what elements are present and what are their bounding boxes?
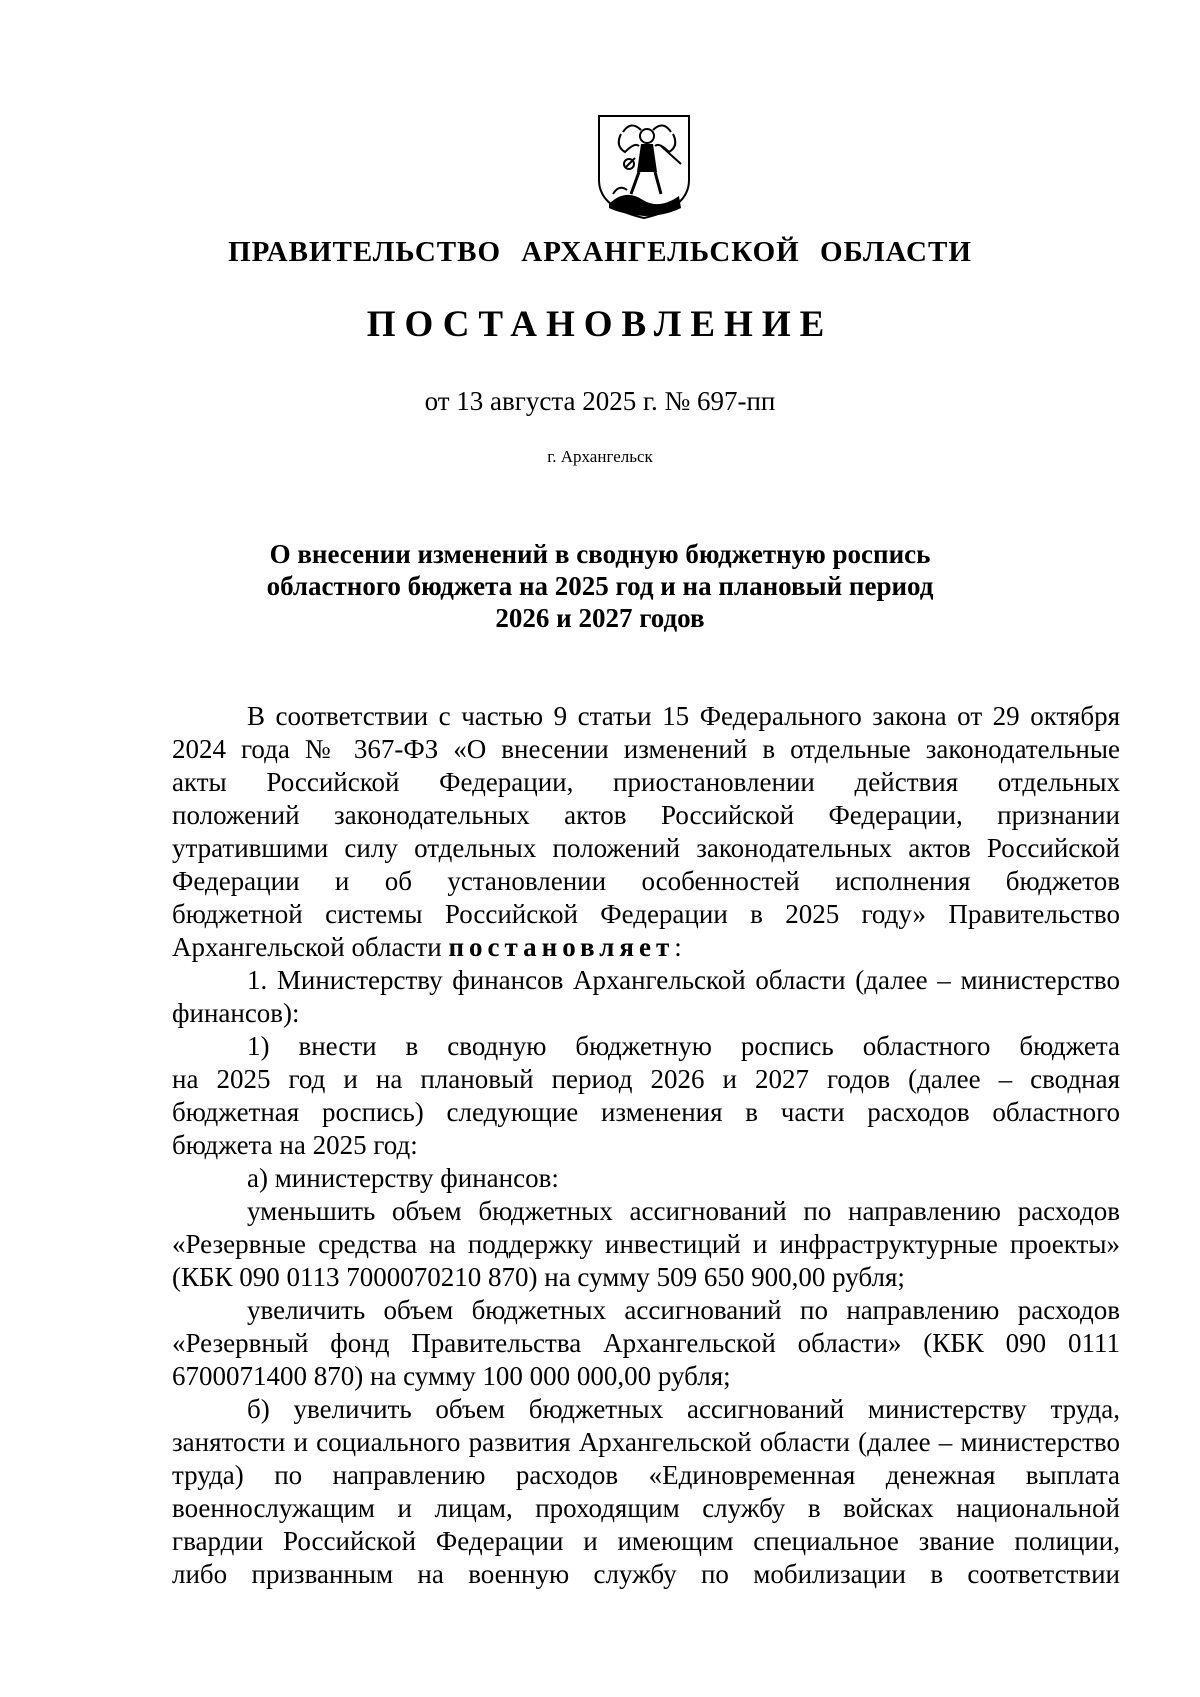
body-line: «Резервные средства на поддержку инвестиций и инфраструктурные проекты» <box>172 1229 1120 1259</box>
document-date-number: от 13 августа 2025 г. № 697-пп <box>424 386 776 416</box>
document-city: г. Архангельск <box>547 447 653 466</box>
body-line: В соответствии с частью 9 статьи 15 Федерального закона от 29 октября <box>247 701 1120 731</box>
title-line: О внесении изменений в сводную бюджетную роспись <box>269 539 931 569</box>
title-line: областного бюджета на 2025 год и на плановый период <box>266 571 934 601</box>
body-line: 2024 года № 367-ФЗ «О внесении изменений в отдельные законодательные <box>172 734 1120 764</box>
body-line: труда) по направлению расходов «Единовременная денежная выплата <box>172 1460 1120 1490</box>
body-line: акты Российской Федерации, приостановлении действия отдельных <box>172 767 1120 797</box>
body-line: положений законодательных актов Российской Федерации, признании <box>172 800 1120 830</box>
coat-of-arms-icon <box>595 112 693 222</box>
org-word: АРХАНГЕЛЬСКОЙ <box>521 236 800 268</box>
body-line: 6700071400 870) на сумму 100 000 000,00 рубля; <box>172 1361 731 1391</box>
body-line: «Резервный фонд Правительства Архангельской области» (КБК 090 0111 <box>172 1328 1120 1358</box>
body-line: а) министерству финансов: <box>247 1163 559 1193</box>
body-line: либо призванным на военную службу по мобилизации в соответствии <box>172 1559 1120 1589</box>
document-title <box>0 538 1200 634</box>
body-line: военнослужащим и лицам, проходящим службу в войсках национальной <box>172 1493 1120 1523</box>
body-line: 1) внести в сводную бюджетную роспись областного бюджета <box>247 1031 1120 1061</box>
body-line: бюджетная роспись) следующие изменения в части расходов областного <box>172 1097 1120 1127</box>
body-text: Архангельской области <box>172 932 442 962</box>
body-line: бюджета на 2025 год: <box>172 1130 418 1160</box>
body-line: (КБК 090 0113 7000070210 870) на сумму 509 650 900,00 рубля; <box>172 1262 905 1292</box>
document-type: ПОСТАНОВЛЕНИЕ <box>366 304 834 345</box>
body-line: увеличить объем бюджетных ассигнований по направлению расходов <box>247 1295 1120 1325</box>
body-line: утратившими силу отдельных положений законодательных актов Российской <box>172 833 1120 863</box>
body-line: на 2025 год и на плановый период 2026 и 2027 годов (далее – сводная <box>172 1064 1120 1094</box>
body-line: финансов): <box>172 998 300 1028</box>
body-line: Федерации и об установлении особенностей исполнения бюджетов <box>172 866 1120 896</box>
body-line: уменьшить объем бюджетных ассигнований по направлению расходов <box>247 1196 1120 1226</box>
resolves-word: постановляет <box>448 932 675 962</box>
body-line: гвардии Российской Федерации и имеющим специальное звание полиции, <box>172 1526 1120 1556</box>
document-body <box>172 700 1120 1591</box>
body-line: занятости и социального развития Архангельской области (далее – министерство <box>172 1427 1120 1457</box>
body-line: 1. Министерству финансов Архангельской области (далее – министерство <box>247 965 1120 995</box>
body-text: : <box>674 932 682 962</box>
title-line: 2026 и 2027 годов <box>495 603 705 633</box>
body-line: бюджетной системы Российской Федерации в 2025 году» Правительство <box>172 899 1120 929</box>
organization-name <box>0 236 1200 269</box>
body-line: б) увеличить объем бюджетных ассигнований министерству труда, <box>247 1394 1120 1424</box>
org-word: ПРАВИТЕЛЬСТВО <box>228 236 502 268</box>
body-line <box>172 931 1120 964</box>
org-word: ОБЛАСТИ <box>819 236 972 268</box>
